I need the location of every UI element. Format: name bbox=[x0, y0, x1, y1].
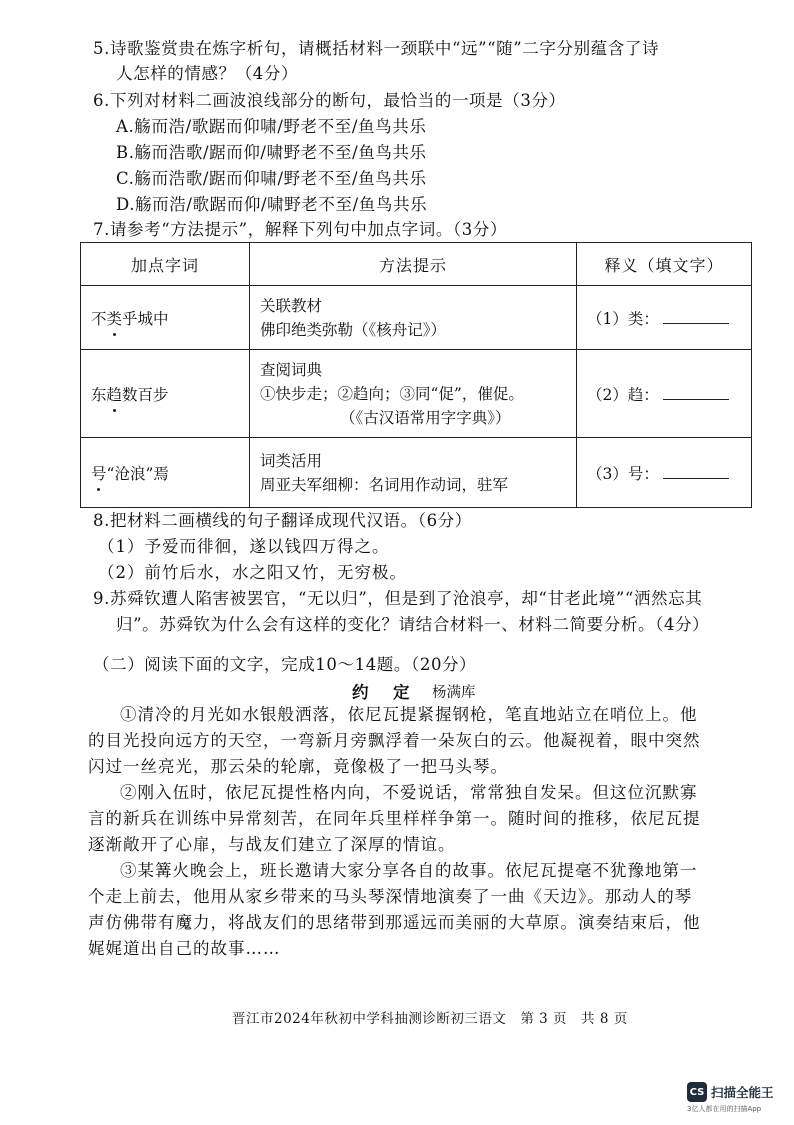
table-header-row bbox=[81, 243, 752, 286]
q6-option-d: D.觞而浩/歌踞而仰/啸野老不至/鱼鸟共乐 bbox=[116, 195, 428, 214]
word-cell: 号“沧浪”焉 bbox=[81, 438, 250, 508]
para-2-line1: ②刚入伍时，依尼瓦提性格内向，不爱说话，常常独自发呆。但这位沉默寡 bbox=[120, 783, 698, 802]
table-row bbox=[81, 286, 752, 350]
table-row bbox=[81, 350, 752, 438]
answer-cell[interactable]: （2）趋： bbox=[577, 350, 752, 438]
article-author: 杨满库 bbox=[432, 685, 476, 701]
q8-stem: 8.把材料二画横线的句子翻译成现代汉语。（6分） bbox=[93, 511, 472, 530]
scanner-app-name: 扫描全能王 bbox=[711, 1085, 774, 1100]
method-hint-table bbox=[80, 242, 752, 508]
para-3-line3: 声仿佛带有魔力，将战友们的思绪带到那遥远而美丽的大草原。演奏结束后，他 bbox=[88, 913, 701, 932]
hint-cell: 查阅词典 ①快步走；②趋向；③同“促”，催促。 （《古汉语常用字字典》） bbox=[250, 350, 577, 438]
dotted-character: 号 bbox=[91, 464, 107, 483]
q6-option-a: A.觞而浩/歌踞而仰啸/野老不至/鱼鸟共乐 bbox=[116, 117, 427, 136]
hint-cell: 词类活用 周亚夫军细柳：名词用作动词，驻军 bbox=[250, 438, 577, 508]
answer-blank[interactable] bbox=[663, 309, 729, 324]
q6-option-c: C.觞而浩歌/踞而仰啸/野老不至/鱼鸟共乐 bbox=[116, 169, 427, 188]
scanner-tagline: 3亿人都在用的扫描App bbox=[687, 1105, 762, 1113]
word-cell: 东趋数百步 bbox=[81, 350, 250, 438]
q9-line1: 9.苏舜钦遭人陷害被罢官，“无以归”，但是到了沧浪亭，却“甘老此境”“洒然忘其 bbox=[93, 589, 703, 608]
answer-cell[interactable]: （1）类： bbox=[577, 286, 752, 350]
para-2-line3: 逐渐敞开了心扉，与战友们建立了深厚的情谊。 bbox=[88, 835, 456, 854]
answer-blank[interactable] bbox=[663, 464, 729, 479]
q9-line2: 归”。苏舜钦为什么会有这样的变化？请结合材料一、材料二简要分析。（4分） bbox=[116, 615, 710, 634]
para-1-line1: ①清冷的月光如水银般洒落，依尼瓦提紧握钢枪，笔直地站立在哨位上。他 bbox=[120, 705, 698, 724]
dotted-character: 趋 bbox=[106, 385, 123, 404]
table-row bbox=[81, 438, 752, 508]
q7-stem: 7.请参考“方法提示”，解释下列句中加点字词。（3分） bbox=[93, 220, 508, 239]
q8-item-1: （1）予爱而徘徊，遂以钱四万得之。 bbox=[98, 537, 390, 556]
word-cell: 不类乎城中 bbox=[81, 286, 250, 350]
header-word: 加点字词 bbox=[81, 243, 250, 286]
hint-cell: 关联教材 佛印绝类弥勒（《核舟记》） bbox=[250, 286, 577, 350]
answer-blank[interactable] bbox=[663, 385, 729, 400]
header-hint: 方法提示 bbox=[250, 243, 577, 286]
article-title: 约 定 bbox=[352, 683, 414, 702]
section-heading: （二）阅读下面的文字，完成10～14题。（20分） bbox=[93, 655, 477, 674]
header-meaning: 释义（填文字） bbox=[577, 243, 752, 286]
para-2-line2: 言的新兵在训练中异常刻苦，在同年兵里样样争第一。随时间的推移，依尼瓦提 bbox=[88, 809, 701, 828]
q6-stem: 6.下列对材料二画波浪线部分的断句，最恰当的一项是（3分） bbox=[93, 91, 566, 110]
q8-item-2: （2）前竹后水，水之阳又竹，无穷极。 bbox=[98, 563, 407, 582]
para-3-line2: 个走上前去，他用从家乡带来的马头琴深情地演奏了一曲《天边》。那动人的琴 bbox=[88, 887, 693, 906]
camscanner-logo-icon: CS bbox=[687, 1082, 707, 1102]
para-1-line3: 闪过一丝亮光，那云朵的轮廓，竟像极了一把马头琴。 bbox=[88, 757, 508, 776]
answer-cell[interactable]: （3）号： bbox=[577, 438, 752, 508]
para-3-line4: 娓娓道出自己的故事…… bbox=[88, 939, 281, 958]
q6-option-b: B.觞而浩歌/踞而仰/啸野老不至/鱼鸟共乐 bbox=[116, 143, 427, 162]
q5-line1: 5.诗歌鉴赏贵在炼字析句，请概括材料一颈联中“远”“随”二字分别蕴含了诗 bbox=[93, 39, 660, 58]
page-footer: 晋江市2024年秋初中学科抽测诊断初三语文 第 3 页 共 8 页 bbox=[232, 1011, 628, 1027]
para-1-line2: 的目光投向远方的天空，一弯新月旁飘浮着一朵灰白的云。他凝视着，眼中突然 bbox=[88, 731, 701, 750]
para-3-line1: ③某篝火晚会上，班长邀请大家分享各自的故事。依尼瓦提毫不犹豫地第一 bbox=[120, 861, 698, 880]
dotted-character: 类 bbox=[106, 309, 123, 328]
scanner-watermark bbox=[687, 1082, 774, 1102]
q5-line2: 人怎样的情感？（4分） bbox=[116, 64, 299, 83]
